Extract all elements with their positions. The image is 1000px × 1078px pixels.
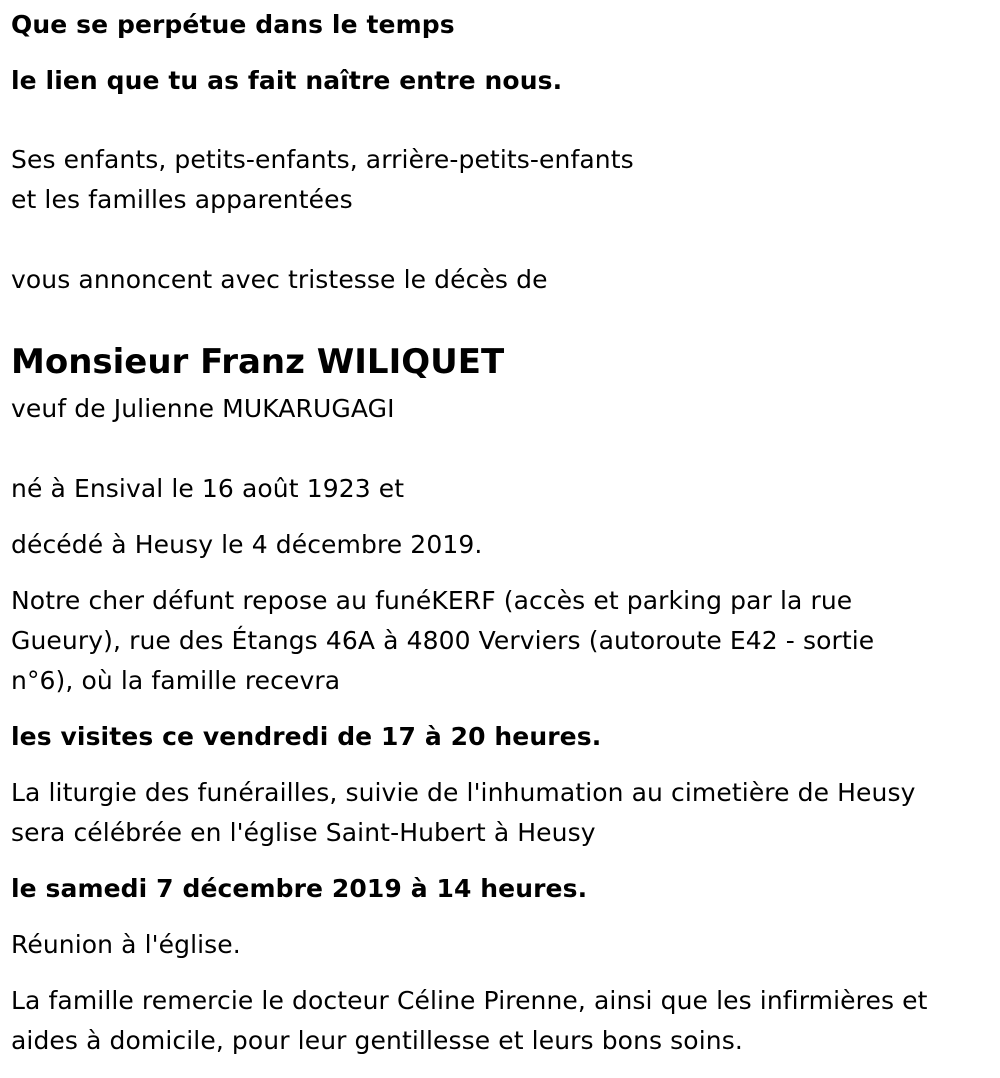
family-line-1: Ses enfants, petits-enfants, arrière-petits-enfants bbox=[11, 145, 634, 174]
liturgy-line-1: La liturgie des funérailles, suivie de l'inhumation au cimetière de Heusy bbox=[11, 778, 916, 807]
announcement-text: vous annoncent avec tristesse le décès de bbox=[11, 265, 548, 294]
thanks-line-1: La famille remercie le docteur Céline Pirenne, ainsi que les infirmières et bbox=[11, 986, 928, 1015]
liturgy-line-2: sera célébrée en l'église Saint-Hubert à Heusy bbox=[11, 818, 596, 847]
ceremony-text: le samedi 7 décembre 2019 à 14 heures. bbox=[11, 874, 588, 903]
epigraph-line-1: Que se perpétue dans le temps bbox=[11, 10, 455, 39]
visits-text: les visites ce vendredi de 17 à 20 heures. bbox=[11, 722, 602, 751]
rest-line-1: Notre cher défunt repose au funéKERF (accès et parking par la rue bbox=[11, 586, 853, 615]
family-line-2: et les familles apparentées bbox=[11, 185, 353, 214]
rest-line-2: Gueury), rue des Étangs 46A à 4800 Verviers (autoroute E42 - sortie bbox=[11, 626, 875, 655]
death-text: décédé à Heusy le 4 décembre 2019. bbox=[11, 530, 483, 559]
epigraph-line-2: le lien que tu as fait naître entre nous. bbox=[11, 66, 563, 95]
thanks-line-2: aides à domicile, pour leur gentillesse et leurs bons soins. bbox=[11, 1026, 743, 1055]
birth-text: né à Ensival le 16 août 1923 et bbox=[11, 474, 405, 503]
meeting-text: Réunion à l'église. bbox=[11, 930, 241, 959]
rest-line-3: n°6), où la famille recevra bbox=[11, 666, 341, 695]
spouse-text: veuf de Julienne MUKARUGAGI bbox=[11, 394, 395, 423]
deceased-name: Monsieur Franz WILIQUET bbox=[11, 342, 505, 382]
